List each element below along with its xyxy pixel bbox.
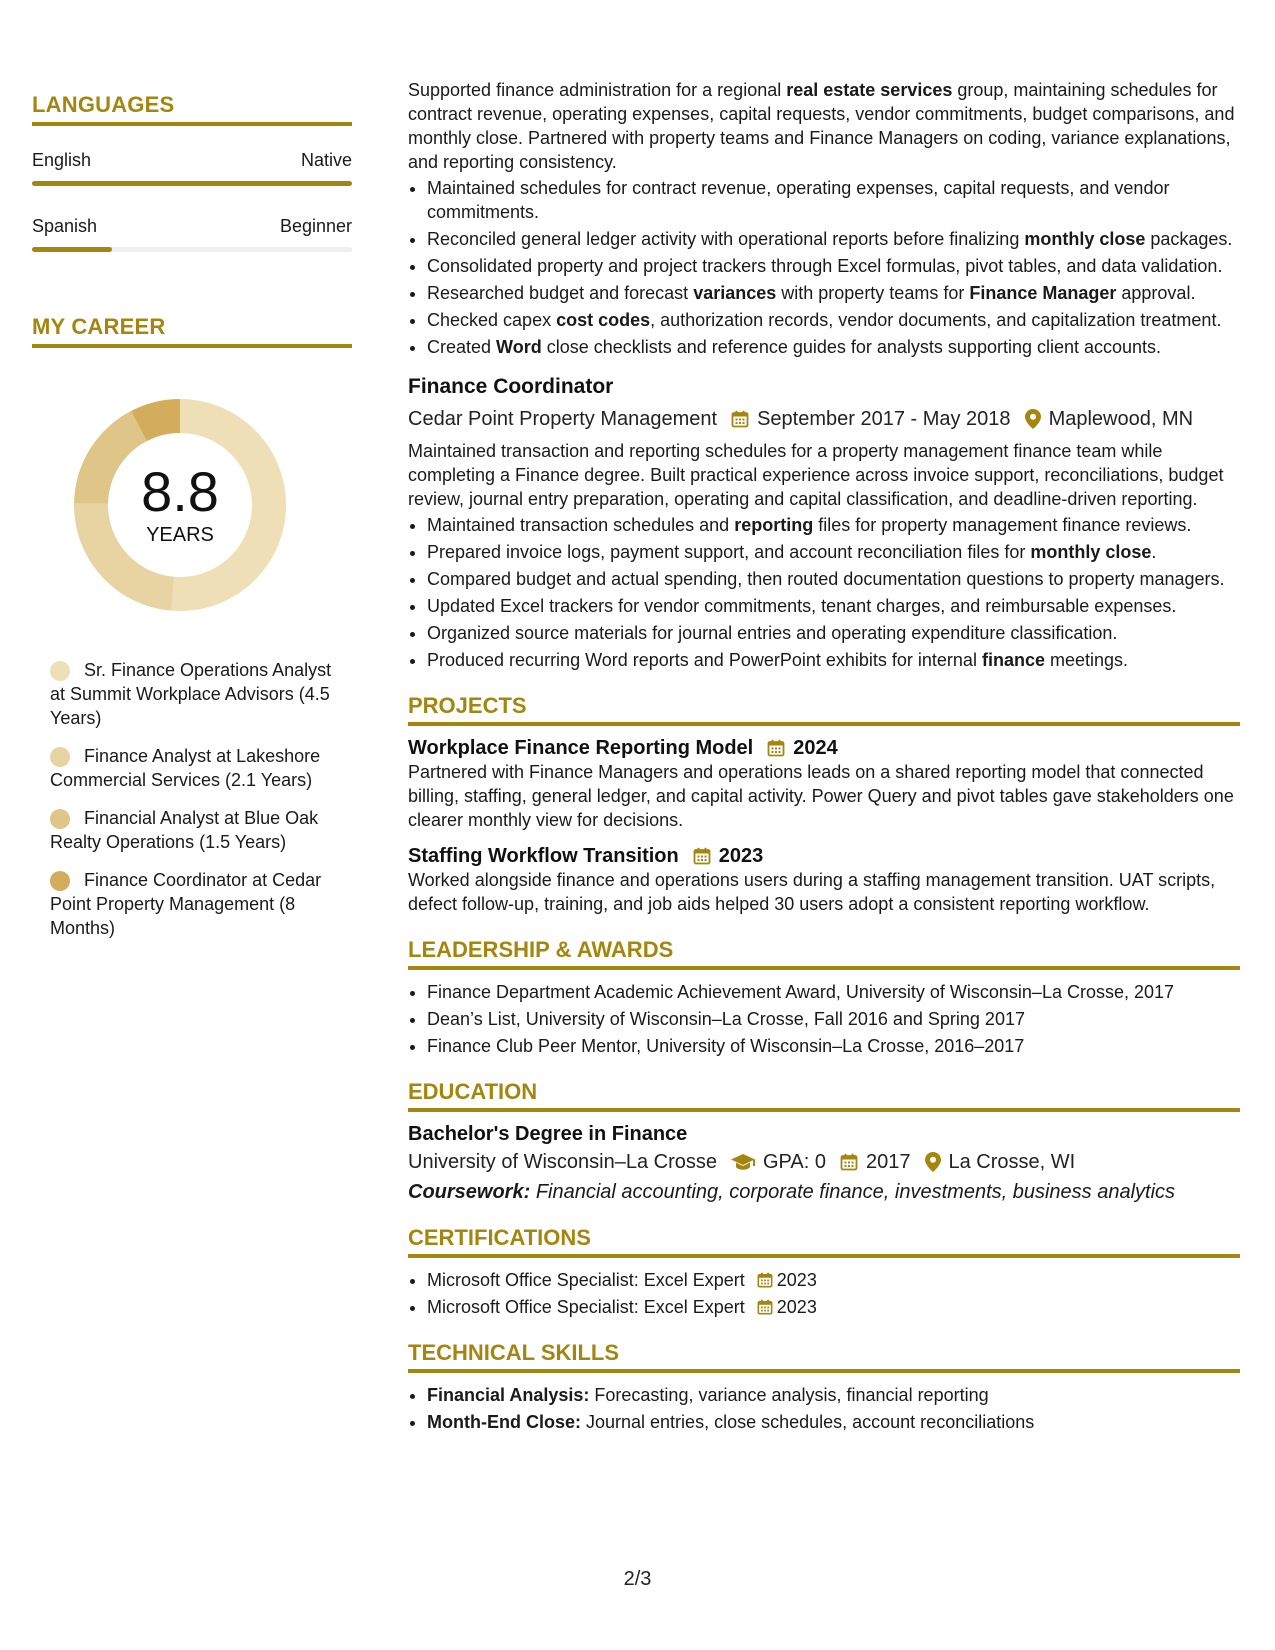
text: Maintained transaction schedules and [427, 515, 735, 535]
legend-label: Finance Coordinator at Cedar Point Property Management (8 Months) [50, 870, 322, 938]
text: Produced recurring Word reports and PowerPoint exhibits for internal [427, 650, 982, 670]
text: Prepared invoice logs, payment support, and account reconciliation files for [427, 542, 1031, 562]
bullet [427, 308, 1240, 332]
skills-list [408, 1383, 1240, 1434]
awards-list [408, 980, 1240, 1058]
legend-item [50, 744, 340, 792]
award-item: • Finance Department Academic Achievement Award, University of Wisconsin–La Crosse, 2017 [427, 980, 1240, 1004]
cert-year: 2023 [776, 1297, 817, 1317]
bold-text: variances [693, 283, 777, 303]
graduation-cap-icon [731, 1153, 755, 1171]
coursework [408, 1180, 1240, 1204]
legend-label: Financial Analyst at Blue Oak Realty Operations (1.5 Years) [50, 808, 319, 852]
bold-text: Word [496, 337, 542, 357]
language-english [32, 150, 352, 186]
main-content [408, 78, 1240, 1437]
job-bullets [408, 513, 1240, 672]
bullet [427, 176, 1240, 224]
bullet [427, 594, 1240, 618]
cert-item [427, 1295, 1240, 1319]
bold-text: monthly close [1030, 542, 1152, 562]
text: , authorization records, vendor documents, and capitalization treatment. [650, 310, 1222, 330]
bullet [427, 513, 1240, 537]
legend-dot [50, 809, 70, 829]
language-spanish [32, 216, 352, 252]
job-company: Cedar Point Property Management [408, 408, 718, 430]
text: meetings. [1044, 650, 1129, 670]
degree: Bachelor's Degree in Finance [408, 1123, 688, 1145]
legend-item [50, 868, 340, 940]
text: Created [427, 337, 497, 357]
sidebar [32, 92, 352, 954]
projects-title: PROJECTS [408, 694, 1240, 726]
legend-dot [50, 747, 70, 767]
skill-item [427, 1383, 1240, 1407]
project-desc: Worked alongside finance and operations users during a staffing management transition. UAT scripts, defect follow-up, training, and job aids helped 30 users adopt a consistent reporting workflow. [408, 870, 1216, 914]
career-donut-chart [67, 392, 293, 618]
calendar-icon [757, 1299, 773, 1315]
text: . [1151, 542, 1157, 562]
cert-name: • Microsoft Office Specialist: Excel Expert [427, 1297, 745, 1317]
languages-title: LANGUAGES [32, 92, 352, 126]
award-item: • Finance Club Peer Mentor, University of Wisconsin–La Crosse, 2016–2017 [427, 1034, 1240, 1058]
school: University of Wisconsin–La Crosse [408, 1151, 717, 1173]
prev-job-bullets [408, 176, 1240, 359]
calendar-icon [840, 1153, 858, 1171]
bullet [427, 567, 1240, 591]
text: Compared budget and actual spending, then routed documentation questions to property managers. [427, 569, 1225, 589]
bullet [427, 621, 1240, 645]
bullet [427, 335, 1240, 359]
language-bar [32, 247, 352, 252]
career-total: 8.8 [141, 459, 219, 523]
bold-text: real estate services [786, 80, 953, 100]
bullet [427, 227, 1240, 251]
text: files for property management finance reviews. [813, 515, 1192, 535]
project-year: 2024 [793, 737, 838, 759]
education-location: La Crosse, WI [948, 1151, 1076, 1173]
cert-name: • Microsoft Office Specialist: Excel Expert [427, 1270, 745, 1290]
calendar-icon [693, 847, 711, 865]
text: close checklists and reference guides for analysts supporting client accounts. [541, 337, 1162, 357]
page-number: 2/3 [623, 1568, 652, 1590]
project-item [408, 736, 1240, 832]
education-meta [408, 1150, 1240, 1174]
text: packages. [1145, 229, 1233, 249]
bullet [427, 540, 1240, 564]
certifications-list [408, 1268, 1240, 1319]
text: group, maintaining schedules for contract revenue, operating expenses, capital requests, vendor commitments, budget comparisons, and monthly close. Partnered with property teams and Finance Managers on coding, variance explanations, and reporting consistency. [408, 80, 1235, 172]
cert-year: 2023 [776, 1270, 817, 1290]
career-legend [50, 658, 340, 940]
text: Supported finance administration for a regional [408, 80, 787, 100]
calendar-icon [757, 1272, 773, 1288]
education-year: 2017 [866, 1151, 911, 1173]
language-bar-fill [32, 181, 352, 186]
legend-item [50, 658, 340, 730]
language-name: English [32, 150, 92, 170]
bold-text: Finance Manager [969, 283, 1117, 303]
education-title: EDUCATION [408, 1080, 1240, 1112]
skill-value: Forecasting, variance analysis, financial reporting [594, 1385, 989, 1405]
text: Reconciled general ledger activity with operational reports before finalizing [427, 229, 1025, 249]
project-name: Staffing Workflow Transition [408, 845, 679, 867]
legend-dot [50, 871, 70, 891]
bullet [427, 648, 1240, 672]
skill-label: Financial Analysis: [427, 1385, 590, 1405]
legend-label: Finance Analyst at Lakeshore Commercial Services (2.1 Years) [50, 746, 321, 790]
bullet [427, 254, 1240, 278]
award-item: • Dean’s List, University of Wisconsin–La Crosse, Fall 2016 and Spring 2017 [427, 1007, 1240, 1031]
career-title: MY CAREER [32, 314, 352, 348]
legend-item [50, 806, 340, 854]
skill-label: Month-End Close: [427, 1412, 581, 1432]
calendar-icon [731, 410, 749, 428]
certifications-title: CERTIFICATIONS [408, 1226, 1240, 1258]
bold-text: finance [981, 650, 1045, 670]
legend-label: Sr. Finance Operations Analyst at Summit Workplace Advisors (4.5 Years) [50, 660, 332, 728]
bold-text: cost codes [556, 310, 651, 330]
coursework-value: Financial accounting, corporate finance, investments, business analytics [535, 1181, 1176, 1203]
skill-item [427, 1410, 1240, 1434]
language-level: Native [300, 150, 352, 170]
gpa: GPA: 0 [763, 1151, 826, 1173]
bold-text: reporting [734, 515, 814, 535]
text: Organized source materials for journal entries and operating expenditure classification. [427, 623, 1118, 643]
cert-item [427, 1268, 1240, 1292]
job-title: Finance Coordinator [408, 375, 614, 398]
text: Maintained schedules for contract revenue, operating expenses, capital requests, and vendor commitments. [427, 178, 1170, 222]
text: Updated Excel trackers for vendor commitments, tenant charges, and reimbursable expenses. [427, 596, 1177, 616]
awards-title: LEADERSHIP & AWARDS [408, 938, 1240, 970]
language-level: Beginner [279, 216, 352, 236]
job-dates: September 2017 - May 2018 [757, 408, 1011, 430]
location-pin-icon [925, 1152, 941, 1172]
language-bar [32, 181, 352, 186]
project-name: Workplace Finance Reporting Model [408, 737, 754, 759]
text: with property teams for [776, 283, 970, 303]
job-meta [408, 407, 1240, 431]
legend-dot [50, 661, 70, 681]
language-bar-fill [32, 247, 112, 252]
language-name: Spanish [32, 216, 98, 236]
job-summary: Maintained transaction and reporting schedules for a property management finance team while completing a Finance degree. Built practical experience across invoice support, reconciliations, budget review, journal entry preparation, operating and capital classification, and deadline-driven reporting. [408, 441, 1224, 509]
project-desc: Partnered with Finance Managers and operations leads on a shared reporting model that connected billing, staffing, general ledger, and capital activity. Power Query and pivot tables gave stakeholders one clearer monthly view for decisions. [408, 762, 1234, 830]
text: Researched budget and forecast [427, 283, 694, 303]
project-year: 2023 [718, 845, 764, 867]
text: approval. [1116, 283, 1196, 303]
text: Consolidated property and project trackers through Excel formulas, pivot tables, and data validation. [427, 256, 1223, 276]
bold-text: monthly close [1024, 229, 1146, 249]
skills-title: TECHNICAL SKILLS [408, 1341, 1240, 1373]
location-pin-icon [1025, 409, 1041, 429]
skill-value: Journal entries, close schedules, account reconciliations [586, 1412, 1035, 1432]
career-unit: YEARS [146, 523, 214, 546]
calendar-icon [767, 739, 785, 757]
job-location: Maplewood, MN [1048, 408, 1194, 430]
coursework-label: Coursework: [408, 1181, 531, 1203]
bullet [427, 281, 1240, 305]
text: Checked capex [427, 310, 557, 330]
prev-job-summary [408, 78, 1240, 174]
project-item [408, 844, 1240, 916]
